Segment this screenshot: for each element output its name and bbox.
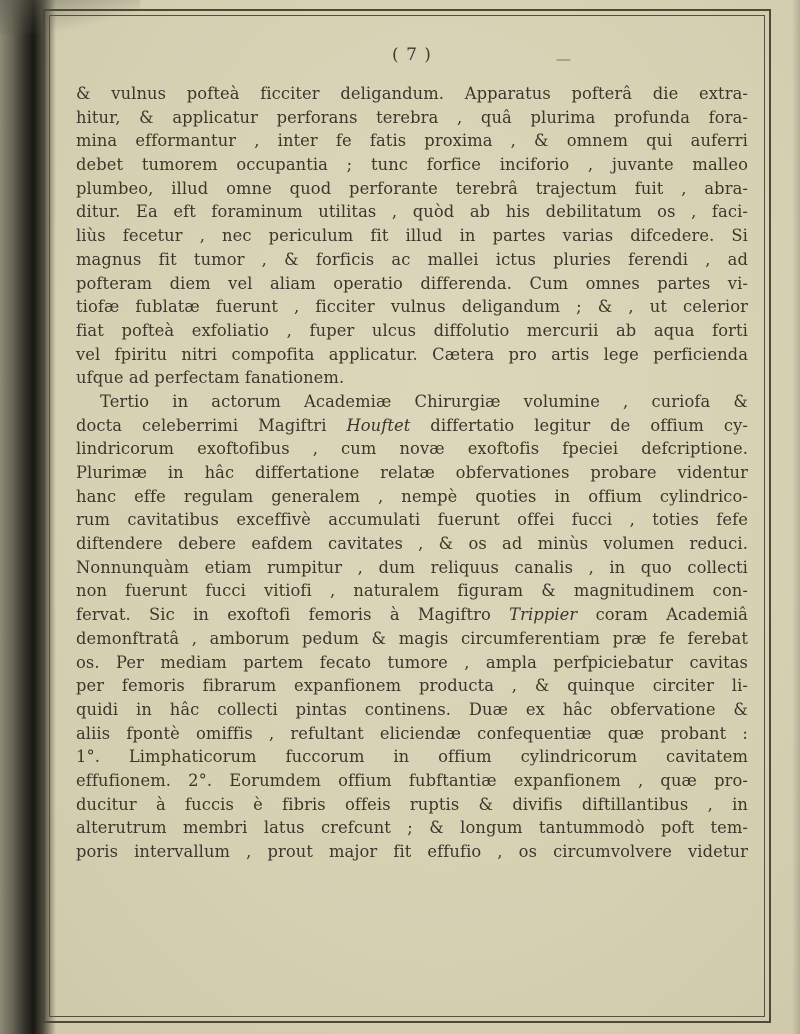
text-segment: quidi in hâc collecti pintas continens. Duæ ex hâc obfervatione & [76,699,748,719]
print-artifact-dash: — [556,50,571,68]
text-segment: plumbeo, illud omne quod perforante terebrâ trajectum fuit , abra- [76,178,748,198]
text-segment: diftendere debere eafdem cavitates , & os ad minùs volumen reduci. [76,534,748,554]
text-line [76,343,748,367]
italic-term: Houftet [346,415,411,435]
text-line [76,390,748,414]
text-segment: ufque ad perfectam fanationem. [76,368,345,388]
text-segment: hitur, & applicatur perforans terebra , quâ plurima profunda fora- [76,107,748,127]
text-line [76,129,748,153]
text-line [76,177,748,201]
text-segment: magnus fit tumor , & forficis ac mallei ictus pluries ferendi , ad [76,249,748,269]
text-segment: Plurimæ in hâc differtatione relatæ obfervationes probare videntur [76,463,748,482]
text-line [76,82,748,106]
text-line [76,437,748,461]
text-line [76,627,748,651]
text-line [76,319,748,343]
text-segment: Nonnunquàm etiam rumpitur , dum reliquus canalis , in quo collecti [76,557,748,577]
text-segment: fervat. Sic in exoftofi femoris à Magiftro [76,605,510,625]
text-segment: Tertio in actorum Academiæ Chirurgiæ volumine , curiofa & [100,391,748,411]
text-line [76,769,748,793]
text-segment: alterutrum membri latus crefcunt ; & longum tantummodò poft tem- [76,818,748,838]
text-line [76,508,748,532]
text-segment: coram Academiâ [577,605,748,625]
text-segment: liùs fecetur , nec periculum fit illud in partes varias difcedere. Si [76,226,748,246]
text-segment: per femoris fibrarum expanfionem producta , & quinque circiter li- [76,676,748,696]
text-line [76,603,748,627]
page-number: ( 7 ) [392,45,432,65]
text-line [76,698,748,722]
text-line [76,840,748,864]
text-line [76,366,748,390]
text-segment: docta celeberrimi Magiftri [76,415,347,435]
text-segment: pofteram diem vel aliam operatio differenda. Cum omnes partes vi- [76,273,748,293]
text-line [76,414,748,438]
text-segment: 1°. Limphaticorum fuccorum in offium cylindricorum cavitatem [76,747,748,767]
text-line [76,153,748,177]
text-line [76,651,748,675]
text-segment: non fuerunt fucci vitiofi , naturalem figuram & magnitudinem con- [76,581,748,601]
text-line [76,200,748,224]
text-line [76,674,748,698]
text-segment: rum cavitatibus exceffivè accumulati fuerunt offei fucci , toties fefe [76,510,748,530]
text-segment: ditur. Ea eft foraminum utilitas , quòd ab his debilitatum os , faci- [76,202,748,222]
text-segment: os. Per mediam partem fecato tumore , ampla perfpiciebatur cavitas [76,652,748,672]
text-segment: differtatio legitur de offium cy- [410,415,748,435]
text-line [76,816,748,840]
text-segment: lindricorum exoftofibus , cum novæ exoftofis fpeciei defcriptione. [76,439,748,459]
text-segment: ducitur à fuccis è fibris offeis ruptis & divifis diftillantibus , in [76,794,748,814]
text-line [76,106,748,130]
text-segment: aliis fpontè omiffis , refultant eliciendæ confequentiæ quæ probant : [76,723,748,743]
text-segment: fiat pofteà exfoliatio , fuper ulcus diffolutio mercurii ab aqua forti [76,320,748,340]
italic-term: Trippier [509,605,578,625]
text-segment: poris intervallum , prout major fit effufio , os circumvolvere videtur [76,842,748,861]
text-segment: demonftratâ , amborum pedum & magis circumferentiam præ fe ferebat [76,628,748,648]
page-right-edge-shade [792,0,800,1034]
text-line [76,532,748,556]
text-line [76,295,748,319]
text-line [76,272,748,296]
text-line [76,461,748,485]
text-line [76,556,748,580]
text-segment: hanc effe regulam generalem , nempè quoties in offium cylindrico- [76,486,748,506]
text-segment: effufionem. 2°. Eorumdem offium fubftantiæ expanfionem , quæ pro- [76,770,748,790]
text-line [76,722,748,746]
text-line [76,579,748,603]
text-line [76,793,748,817]
text-segment: debet tumorem occupantia ; tunc forfice inciforio , juvante malleo [76,155,748,175]
text-line [76,224,748,248]
text-line [76,248,748,272]
text-segment: mina efformantur , inter fe fatis proxima , & omnem qui auferri [76,131,748,151]
body-text [76,82,748,864]
text-line [76,485,748,509]
text-line [76,745,748,769]
text-segment: vel fpiritu nitri compofita applicatur. Cætera pro artis lege perficienda [76,344,748,364]
text-segment: tiofæ fublatæ fuerunt , ficciter vulnus deligandum ; & , ut celerior [76,297,748,317]
text-segment: & vulnus pofteà ficciter deligandum. Apparatus pofterâ die extra- [76,84,748,103]
